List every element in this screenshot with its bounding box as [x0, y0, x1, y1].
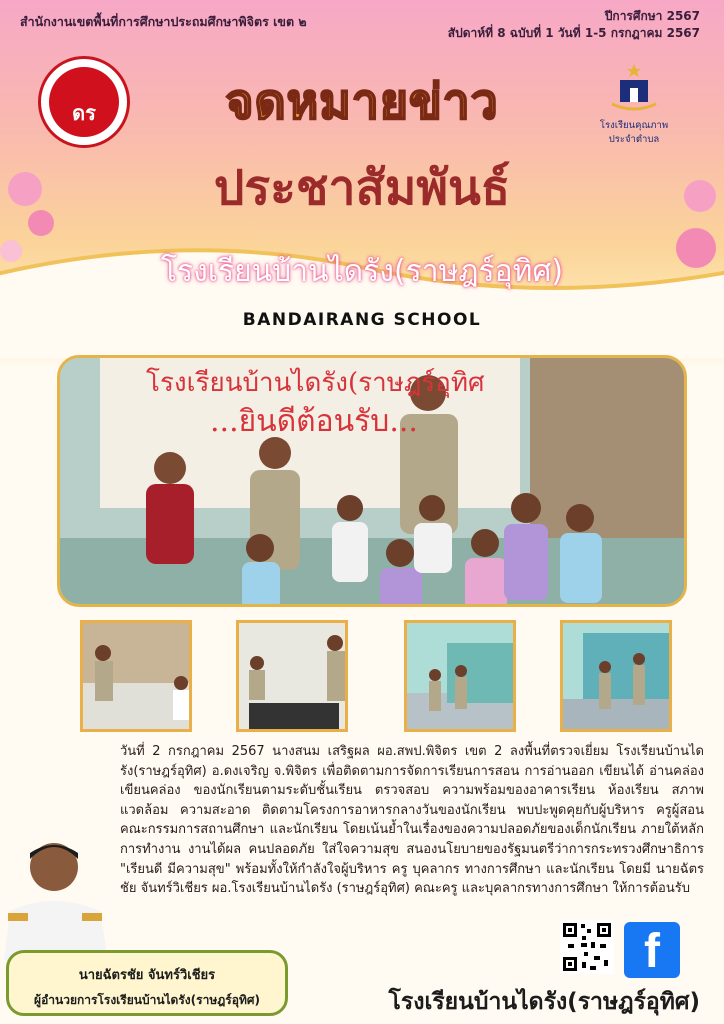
news-body: วันที่ 2 กรกฎาคม 2567 นางสนม เสริฐผล ผอ.สพป.พิจิตร เขต 2 ลงพื้นที่ตรวจเยี่ยม โรงเรียนบ้านไดรัง(ราษฎร์อุทิศ) อ.ดงเจริญ จ.พิจิตร เพื่อติดตามการจัดการเรียนการสอน การอ่านออก เขียนได้ อ่านคล่อง เขียนคล่อง ของนักเรียนตามระดับชั้นเรียน ตรวจสอบ ความพร้อมของอาคารเรียน ห้องเรียน สภาพแวดล้อม ความสะอาด ติดตามโครงการอาหารกลางวันของนักเรียน พบปะพูดคุยกับผู้บริหาร ครูผู้สอน คณะกรรมการสถานศึกษา และนักเรียน โดยเน้นย้ำในเรื่องของความปลอดภัยของเด็กนักเรียน ภายใต้หลักการทำงาน งานได้ผล คนปลอดภัย ใส่ใจความสุข สนองนโยบายของรัฐมนตรีว่าการกระทรวงศึกษาธิการ "เรียนดี มีความสุข" พร้อมทั้งให้กำลังใจผู้บริหาร ครู บุคลากร ทางการศึกษา และนักเรียน โดยมี นายฉัตรชัย จันทร์วิเชียร ผอ.โรงเรียนบ้านไดรัง (ราษฎร์อุทิศ) คณะครู และบุคลากรทางการศึกษา ให้การต้อนรับ [120, 744, 704, 897]
school-name-en: BANDAIRANG SCHOOL [242, 310, 482, 330]
principal-position: ผู้อำนวยการโรงเรียนบ้านไดรัง(ราษฎร์อุทิศ) [34, 993, 260, 1007]
principal-photo [0, 835, 112, 960]
gallery-photo [236, 620, 348, 732]
principal-name: นายฉัตรชัย จันทร์วิเชียร [78, 968, 216, 983]
facebook-icon[interactable]: f [624, 922, 680, 978]
badge-line1: โรงเรียนคุณภาพ [599, 120, 669, 131]
newsletter-title: จดหมายข่าว [225, 74, 499, 130]
badge-line2: ประจำตำบล [608, 134, 660, 145]
welcome-banner-text: ...ยินดีต้อนรับ... [210, 404, 418, 439]
office-name: สำนักงานเขตพื้นที่การศึกษาประถมศึกษาพิจิตร เขต ๒ [20, 14, 307, 29]
photo-gallery [0, 620, 724, 736]
gallery-photo [560, 620, 672, 732]
qr-code[interactable] [560, 920, 614, 974]
welcome-banner-school: โรงเรียนบ้านไดรัง(ราษฎร์อุทิศ [146, 368, 485, 398]
main-photo [57, 355, 687, 607]
gallery-photo [404, 620, 516, 732]
issue-info [448, 8, 700, 42]
newsletter-subtitle: ประชาสัมพันธ์ [213, 160, 511, 216]
academic-year: ปีการศึกษา 2567 [604, 9, 700, 23]
footer-school-name: โรงเรียนบ้านไดรัง(ราษฎร์อุทิศ) [388, 989, 700, 1015]
issue-date: สัปดาห์ที่ 8 ฉบับที่ 1 วันที่ 1-5 กรกฎาคม 2567 [447, 26, 700, 40]
principal-name-box [6, 950, 288, 1016]
school-name-th: โรงเรียนบ้านไดรัง(ราษฎร์อุทิศ) [160, 254, 564, 289]
gallery-photo [80, 620, 192, 732]
office-seal-logo: ดร [38, 56, 130, 148]
